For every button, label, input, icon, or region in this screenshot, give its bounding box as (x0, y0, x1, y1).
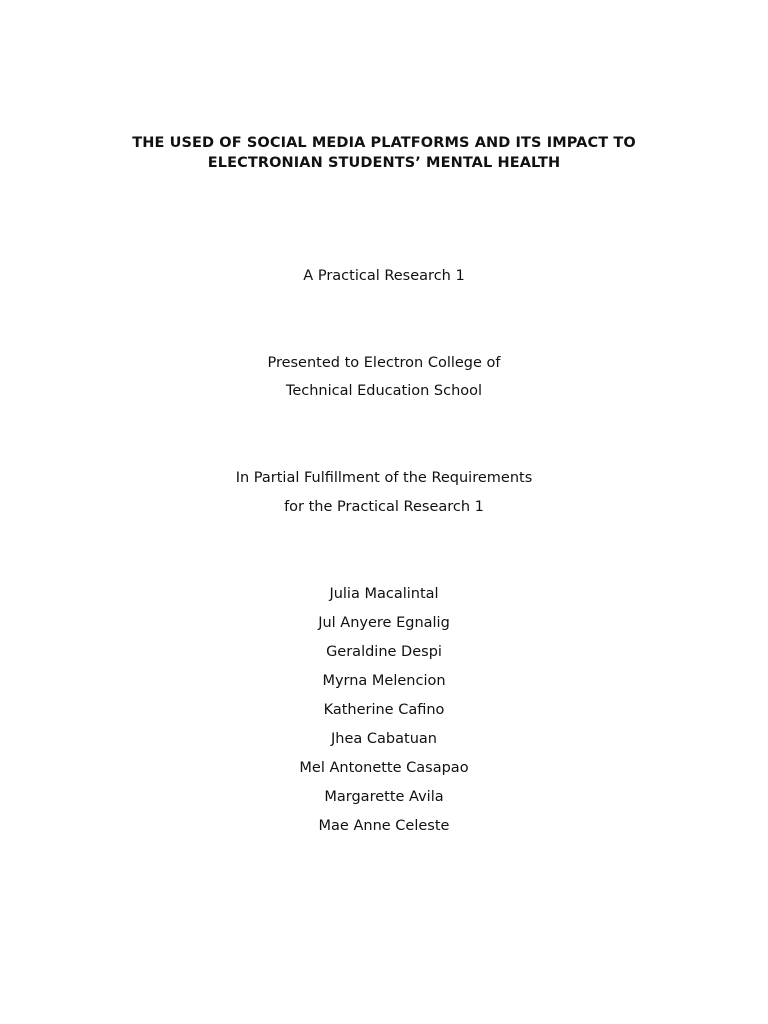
author-name: Jul Anyere Egnalig (318, 615, 450, 631)
presented-to-line-1: Presented to Electron College of (267, 355, 501, 371)
subtitle: A Practical Research 1 (303, 268, 465, 284)
author-list (0, 584, 768, 845)
fulfillment-line-1: In Partial Fulfillment of the Requirements (235, 470, 533, 486)
author-name: Geraldine Despi (326, 644, 442, 660)
author-name: Myrna Melencion (322, 673, 446, 689)
title-line-1: THE USED OF SOCIAL MEDIA PLATFORMS AND ITS IMPACT TO (132, 135, 636, 151)
author-name: Mel Antonette Casapao (299, 760, 469, 776)
title-line-2: ELECTRONIAN STUDENTS’ MENTAL HEALTH (207, 155, 561, 171)
author-name: Jhea Cabatuan (331, 731, 437, 747)
author-name: Julia Macalintal (329, 586, 439, 602)
document-title (0, 133, 768, 173)
author-name: Margarette Avila (324, 789, 444, 805)
author-name: Katherine Cafino (323, 702, 445, 718)
author-name: Mae Anne Celeste (318, 818, 450, 834)
fulfillment-line-2: for the Practical Research 1 (284, 499, 484, 515)
presented-to-line-2: Technical Education School (285, 383, 483, 399)
